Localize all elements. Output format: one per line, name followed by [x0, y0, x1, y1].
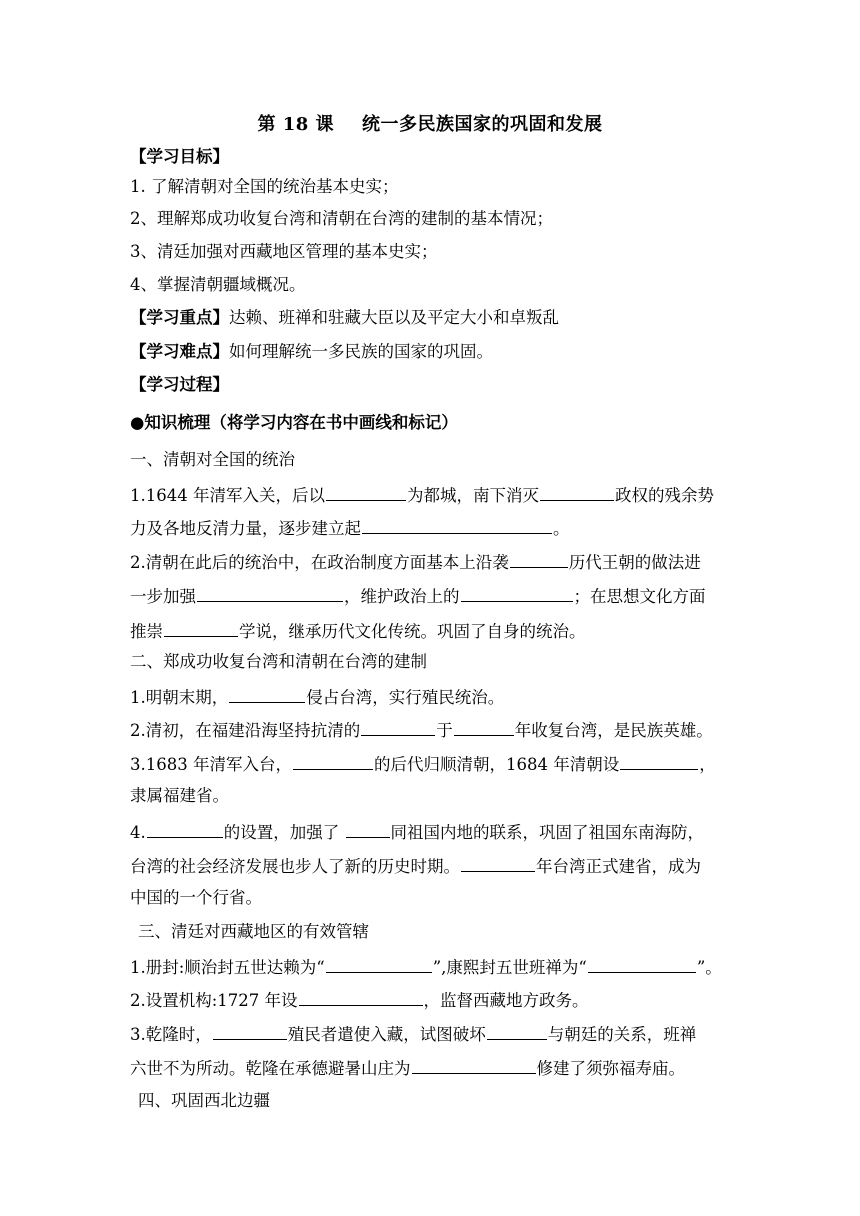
- text-run: ”,康熙封五世班禅为“: [432, 958, 587, 977]
- text-run: ，: [699, 755, 716, 774]
- fill-blank[interactable]: [361, 719, 435, 736]
- fill-blank[interactable]: [326, 956, 432, 973]
- text-run: 的后代归顺清朝，1684 年清朝设: [373, 755, 620, 774]
- section-4-heading: 四、巩固西北边疆: [138, 1091, 270, 1110]
- text-run: ，维护政治上的: [344, 587, 460, 606]
- fill-blank[interactable]: [510, 551, 568, 568]
- sec1-line-4: [130, 585, 730, 607]
- fill-blank[interactable]: [461, 585, 573, 602]
- fill-blank[interactable]: [164, 620, 238, 637]
- text-run: 3.乾隆时，: [130, 1025, 212, 1044]
- text-run: 4.: [130, 823, 146, 842]
- text-run: 的设置，加强了: [223, 823, 345, 842]
- fill-blank[interactable]: [487, 1023, 547, 1040]
- text-run: 台湾的社会经济发展也步人了新的历史时期。: [130, 857, 460, 876]
- sec3-line-4: [130, 1057, 730, 1079]
- section-1-heading: 一、清朝对全国的统治: [130, 450, 295, 469]
- bullet-icon: ●: [130, 413, 145, 432]
- text-run: 一步加强: [130, 587, 196, 606]
- text-run: 于: [436, 721, 453, 740]
- text-run: 修建了须弥福寿庙。: [536, 1059, 685, 1078]
- lesson-title: [0, 110, 860, 136]
- key-point: [130, 308, 730, 328]
- sec1-line-2: [130, 517, 730, 539]
- fill-blank[interactable]: [540, 484, 614, 501]
- text-run: 同祖国内地的联系，巩固了祖国东南海防，: [390, 823, 704, 842]
- fill-blank[interactable]: [197, 585, 343, 602]
- text-run: 年台湾正式建省，成为: [536, 857, 701, 876]
- fill-blank[interactable]: [620, 753, 698, 770]
- fill-blank[interactable]: [412, 1057, 536, 1074]
- text-run: 殖民者遣使入藏，试图破坏: [287, 1025, 486, 1044]
- lesson-number: 第 18 课: [257, 114, 335, 135]
- text-run: 2.设置机构:1727 年设: [130, 991, 298, 1010]
- fill-blank[interactable]: [213, 1023, 287, 1040]
- text-run: 2.清初，在福建沿海坚持抗清的: [130, 721, 361, 740]
- sec2-line-6: [130, 855, 730, 877]
- sec2-line-1: [130, 686, 730, 708]
- sec1-line-5: [130, 620, 730, 642]
- fill-blank[interactable]: [588, 956, 696, 973]
- text-run: 2.清朝在此后的统治中，在政治制度方面基本上沿袭: [130, 553, 509, 572]
- sec2-line-3: [130, 753, 730, 775]
- goal-item-3: 3、清廷加强对西藏地区管理的基本史实；: [130, 242, 438, 261]
- text-run: 政权的残余势: [614, 486, 714, 505]
- text-run: 1.1644 年清军入关，后以: [130, 486, 325, 505]
- text-run: 。: [553, 519, 570, 538]
- sec1-line-1: [130, 484, 730, 506]
- fill-blank[interactable]: [461, 855, 535, 872]
- sec3-line-2: [130, 989, 730, 1011]
- goal-item-1: 1. 了解清朝对全国的统治基本史实；: [130, 177, 399, 196]
- goals-heading: 【学习目标】: [130, 147, 229, 166]
- fill-blank[interactable]: [147, 821, 223, 838]
- text-run: 与朝廷的关系，班禅: [547, 1025, 697, 1044]
- text-run: 3.1683 年清军入台，: [130, 755, 292, 774]
- goal-item-2: 2、理解郑成功收复台湾和清朝在台湾的建制的基本情况；: [130, 209, 553, 228]
- text-run: 历代王朝的做法进: [568, 553, 701, 572]
- text-run: 1.明朝末期，: [130, 688, 229, 707]
- fill-blank[interactable]: [229, 686, 305, 703]
- sec1-line-3: [130, 551, 730, 573]
- lesson-topic: 统一多民族国家的巩固和发展: [362, 114, 603, 135]
- goal-item-4: 4、掌握清朝疆域概况。: [130, 275, 306, 294]
- text-run: 推崇: [130, 622, 163, 641]
- difficulty: [130, 342, 730, 362]
- fill-blank[interactable]: [346, 821, 390, 838]
- text-run: ；在思想文化方面: [573, 587, 706, 606]
- sec2-line-4: 隶属福建省。: [130, 786, 229, 805]
- sec2-line-7: 中国的一个行省。: [130, 888, 262, 907]
- knowledge-heading-text: 知识梳理（将学习内容在书中画线和标记）: [144, 413, 458, 432]
- fill-blank[interactable]: [454, 719, 514, 736]
- section-3-heading: 三、清廷对西藏地区的有效管辖: [138, 922, 369, 941]
- key-point-text: 达赖、班禅和驻藏大臣以及平定大小和卓叛乱: [229, 308, 559, 327]
- process-heading: 【学习过程】: [130, 375, 229, 394]
- text-run: 年收复台湾，是民族英雄。: [514, 721, 713, 740]
- fill-blank[interactable]: [293, 753, 373, 770]
- difficulty-label: 【学习难点】: [130, 342, 229, 361]
- knowledge-heading: [130, 413, 730, 433]
- sec2-line-5: [130, 821, 730, 843]
- section-2-heading: 二、郑成功收复台湾和清朝在台湾的建制: [130, 652, 427, 671]
- text-run: ”。: [696, 958, 722, 977]
- text-run: 1.册封:顺治封五世达赖为“: [130, 958, 325, 977]
- text-run: 学说，继承历代文化传统。巩固了自身的统治。: [239, 622, 586, 641]
- difficulty-text: 如何理解统一多民族的国家的巩固。: [229, 342, 493, 361]
- sec3-line-1: [130, 956, 730, 978]
- text-run: 力及各地反清力量，逐步建立起: [130, 519, 361, 538]
- fill-blank[interactable]: [299, 989, 423, 1006]
- text-run: 侵占台湾，实行殖民统治。: [306, 688, 505, 707]
- sec2-line-2: [130, 719, 730, 741]
- key-point-label: 【学习重点】: [130, 308, 229, 327]
- fill-blank[interactable]: [362, 517, 552, 534]
- text-run: 为都城，南下消灭: [406, 486, 539, 505]
- text-run: ，监督西藏地方政务。: [423, 991, 589, 1010]
- fill-blank[interactable]: [326, 484, 406, 501]
- sec3-line-3: [130, 1023, 730, 1045]
- text-run: 六世不为所动。乾隆在承德避暑山庄为: [130, 1059, 411, 1078]
